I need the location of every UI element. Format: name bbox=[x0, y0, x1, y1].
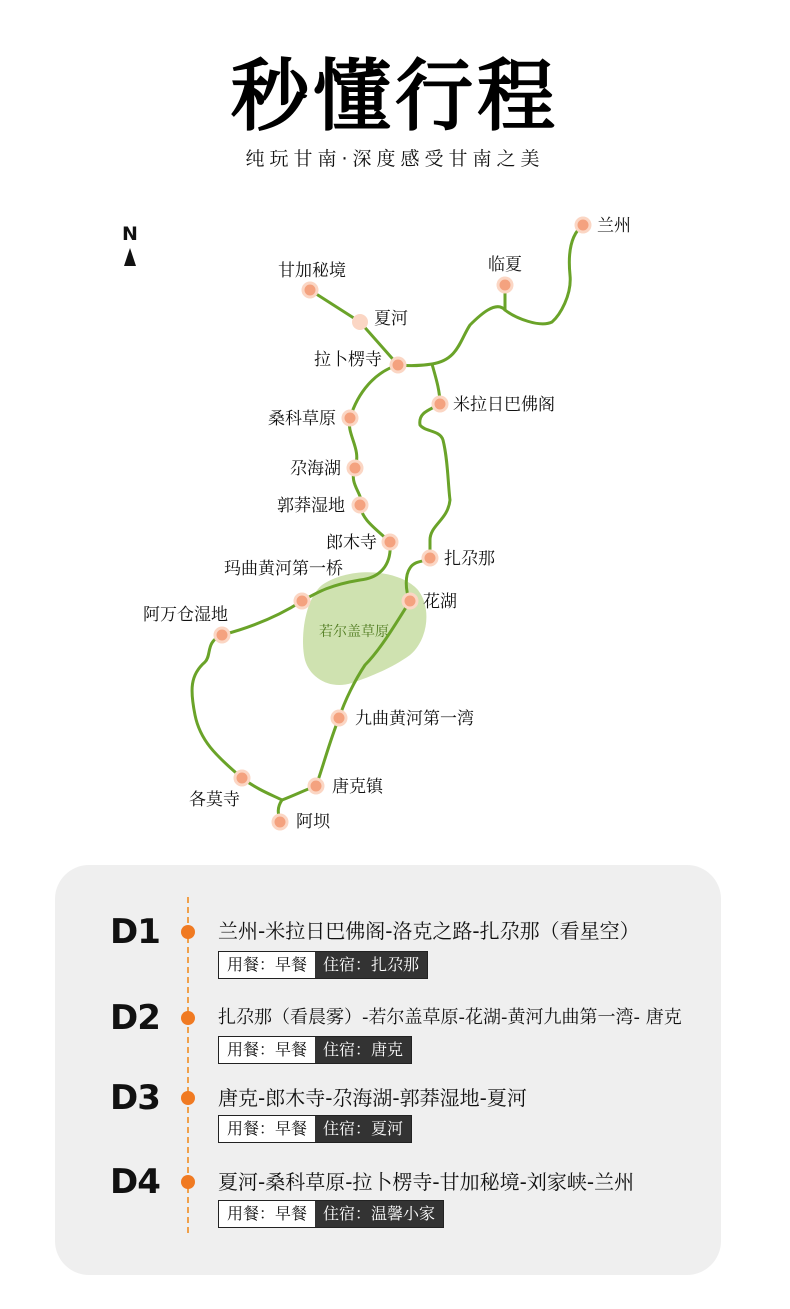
place-dot-jiuqu bbox=[332, 711, 346, 725]
place-dot-gemo bbox=[235, 771, 249, 785]
day-label: D1 bbox=[110, 912, 160, 952]
meal-tag: 用餐：早餐 bbox=[219, 1116, 315, 1142]
stay-tag: 住宿：唐克 bbox=[315, 1037, 411, 1063]
place-label-jiuqu: 九曲黄河第一湾 bbox=[355, 709, 474, 729]
page-title: 秒懂行程 bbox=[230, 52, 559, 142]
place-label-maqu: 玛曲黄河第一桥 bbox=[224, 559, 343, 579]
place-label-aba: 阿坝 bbox=[296, 812, 330, 832]
place-label-linxia: 临夏 bbox=[488, 255, 522, 275]
meal-tag: 用餐：早餐 bbox=[219, 952, 315, 978]
place-dot-langmu bbox=[383, 535, 397, 549]
day-route: 扎尕那（看晨雾）-若尔盖草原-花湖-黄河九曲第一湾- 唐克 bbox=[218, 1007, 682, 1028]
north-arrow-icon bbox=[124, 248, 136, 266]
day-label: D2 bbox=[110, 998, 160, 1038]
place-label-awancang: 阿万仓湿地 bbox=[143, 605, 228, 625]
timeline-dot bbox=[181, 925, 195, 939]
place-dot-milari bbox=[433, 397, 447, 411]
day-route: 夏河-桑科草原-拉卜楞寺-甘加秘境-刘家峡-兰州 bbox=[218, 1170, 635, 1194]
timeline-dot bbox=[181, 1091, 195, 1105]
place-dot-gahai bbox=[348, 461, 362, 475]
place-dot-guomang bbox=[353, 498, 367, 512]
day-tags bbox=[218, 1115, 412, 1143]
place-dot-huahu bbox=[403, 594, 417, 608]
meal-tag: 用餐：早餐 bbox=[219, 1201, 315, 1227]
place-label-langmu: 郎木寺 bbox=[326, 533, 377, 553]
compass-label: N bbox=[122, 223, 138, 245]
place-label-gahai: 尕海湖 bbox=[290, 459, 341, 479]
timeline-dot bbox=[181, 1011, 195, 1025]
page-subtitle: 纯玩甘南·深度感受甘南之美 bbox=[245, 148, 545, 170]
place-label-labrang: 拉卜楞寺 bbox=[314, 350, 382, 370]
place-dot-aba bbox=[273, 815, 287, 829]
place-dot-labrang bbox=[391, 358, 405, 372]
route-segment-milari-zhagana bbox=[420, 364, 450, 558]
day-tags bbox=[218, 1200, 444, 1228]
day-tags bbox=[218, 1036, 412, 1064]
place-dot-awancang bbox=[215, 628, 229, 642]
place-dot-tangke bbox=[309, 779, 323, 793]
place-label-lanzhou: 兰州 bbox=[597, 216, 631, 236]
stay-tag: 住宿：夏河 bbox=[315, 1116, 411, 1142]
stay-tag: 住宿：扎尕那 bbox=[315, 952, 427, 978]
day-route: 兰州-米拉日巴佛阁-洛克之路-扎尕那（看星空） bbox=[218, 919, 640, 943]
meal-tag: 用餐：早餐 bbox=[219, 1037, 315, 1063]
timeline-dot bbox=[181, 1175, 195, 1189]
place-dot-linxia bbox=[498, 278, 512, 292]
place-label-tangke: 唐克镇 bbox=[332, 777, 383, 797]
stay-tag: 住宿：温馨小家 bbox=[315, 1201, 443, 1227]
day-label: D3 bbox=[110, 1078, 160, 1118]
route-segment-labrang-langmu bbox=[349, 365, 398, 542]
place-label-xiahe: 夏河 bbox=[374, 309, 408, 329]
place-label-milari: 米拉日巴佛阁 bbox=[453, 395, 555, 415]
place-dot-ganjia bbox=[303, 283, 317, 297]
route-map bbox=[0, 190, 790, 850]
region-label: 若尔盖草原 bbox=[319, 624, 389, 640]
place-label-ganjia: 甘加秘境 bbox=[278, 261, 346, 281]
place-dot-lanzhou bbox=[576, 218, 590, 232]
place-label-zhagana: 扎尕那 bbox=[444, 549, 495, 569]
place-label-huahu: 花湖 bbox=[423, 592, 457, 612]
place-dot-zhagana bbox=[423, 551, 437, 565]
day-tags bbox=[218, 951, 428, 979]
place-markers bbox=[143, 216, 631, 832]
place-label-guomang: 郭莽湿地 bbox=[277, 496, 345, 516]
day-label: D4 bbox=[110, 1162, 160, 1202]
day-route: 唐克-郎木寺-尕海湖-郭莽湿地-夏河 bbox=[218, 1086, 527, 1110]
place-label-gemo: 各莫寺 bbox=[189, 790, 240, 810]
place-label-sangke: 桑科草原 bbox=[268, 409, 336, 429]
place-dot-sangke bbox=[343, 411, 357, 425]
place-dot-xiahe bbox=[352, 314, 368, 330]
route-segment-lanzhou-labrang bbox=[398, 225, 583, 366]
place-dot-maqu bbox=[295, 594, 309, 608]
